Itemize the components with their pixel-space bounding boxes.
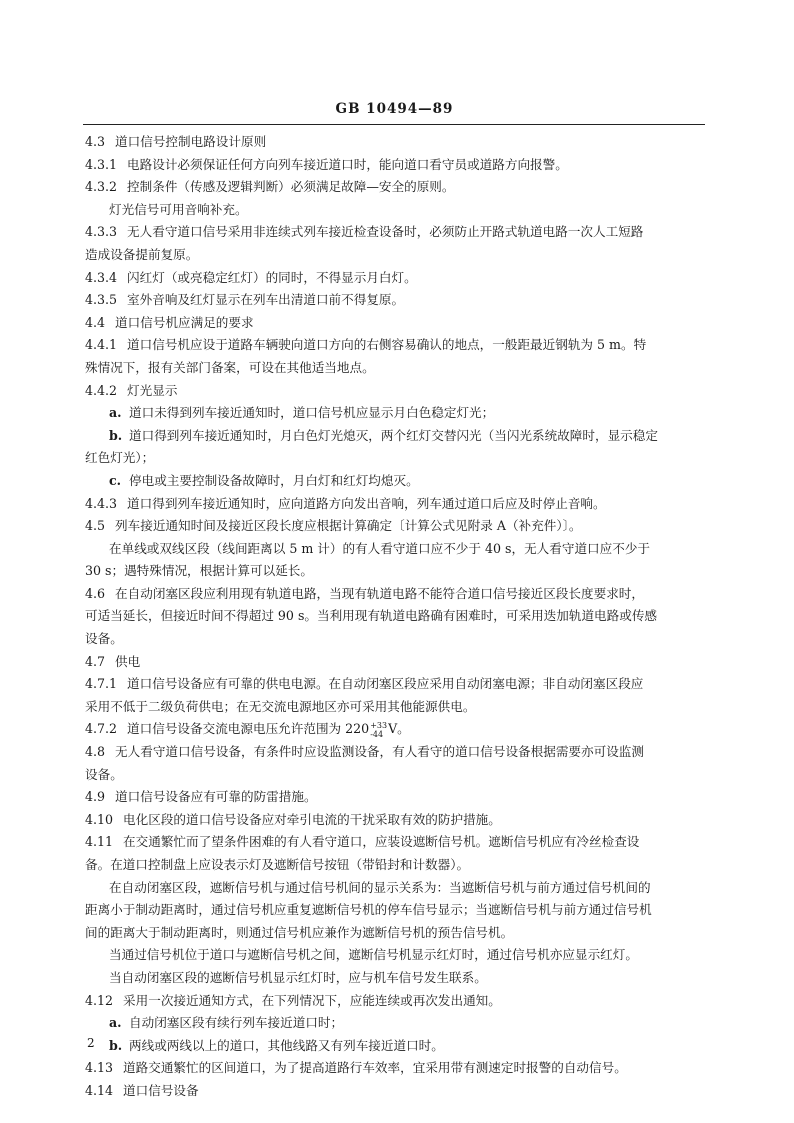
- clause-4-3-5: 4.3.5 室外音响及红灯显示在列车出清道口前不得复原。: [85, 292, 405, 308]
- clause-4-7-2: 4.7.2 道口信号设备交流电源电压允许范围为 220 +33 -44 V。: [85, 720, 410, 739]
- clause-4-7: 4.7 供电: [85, 653, 141, 669]
- clause-4-10: 4.10 电化区段的道口信号设备应对牵引电流的干扰采取有效的防护措施。: [85, 811, 501, 827]
- clause-4-7-1: 4.7.1 道口信号设备应有可靠的供电电源。在自动闭塞区段应采用自动闭塞电源；非自动闭塞区段应: [85, 676, 644, 692]
- list-item-c: c. 停电或主要控制设备故障时，月白灯和红灯均熄灭。: [109, 472, 419, 488]
- paragraph-line: 红色灯光）；: [85, 450, 155, 466]
- list-item-a: a. 道口未得到列车接近通知时，道口信号机应显示月白色稳定灯光；: [109, 405, 495, 421]
- clause-4-3: 4.3 道口信号控制电路设计原则: [85, 134, 267, 149]
- paragraph-line: 采用不低于二级负荷供电；在无交流电源地区亦可采用其他能源供电。: [85, 698, 476, 714]
- clause-4-14: 4.14 道口信号设备: [85, 1082, 199, 1098]
- paragraph-line: 灯光信号可用音响补充。: [109, 201, 248, 217]
- header-rule: [83, 124, 705, 125]
- paragraph-line: 在自动闭塞区段，遮断信号机与通过信号机间的显示关系为：当遮断信号机与前方通过信号机间的: [109, 879, 651, 895]
- clause-4-9: 4.9 道口信号设备应有可靠的防雷措施。: [85, 789, 317, 805]
- clause-4-5: 4.5 列车接近通知时间及接近区段长度应根据计算确定〔计算公式见附录 A（补充件）〕。: [85, 518, 582, 534]
- list-item-b: b. 道口得到列车接近通知时，月白色灯光熄灭，两个红灯交替闪光（当闪光系统故障时，显示稳定: [109, 427, 658, 443]
- clause-4-3-2: 4.3.2 控制条件（传感及逻辑判断）必须满足故障—安全的原则。: [85, 179, 455, 195]
- clause-4-3-1: 4.3.1 电路设计必须保证任何方向列车接近道口时，能向道口看守员或道路方向报警。: [85, 156, 568, 172]
- paragraph-line: 当自动闭塞区段的遮断信号机显示红灯时，应与机车信号发生联系。: [109, 969, 487, 985]
- paragraph-line: 备。在道口控制盘上应设表示灯及遮断信号按钮（带铅封和计数器）。: [85, 857, 470, 872]
- paragraph-line: 可适当延长，但接近时间不得超过 90 s。当利用现有轨道电路确有困难时，可采用迭加轨道电路或传感: [85, 608, 658, 624]
- clause-4-12: 4.12 采用一次接近通知方式，在下列情况下，应能连续或再次发出通知。: [85, 992, 501, 1008]
- paragraph-line: 在单线或双线区段（线间距离以 5 m 计）的有人看守道口应不少于 40 s，无人看守道口应不少于: [109, 540, 651, 556]
- paragraph-line: 造成设备提前复原。: [85, 246, 199, 262]
- voltage-tolerance: +33 -44: [370, 720, 388, 739]
- paragraph-line: 距离小于制动距离时，通过信号机应重复遮断信号机的停车信号显示；当遮断信号机与前方通过信号机: [85, 902, 652, 918]
- paragraph-line: 殊情况下，报有关部门备案，可设在其他适当地点。: [85, 359, 375, 375]
- list-item-b: b. 两线或两线以上的道口，其他线路又有列车接近道口时。: [109, 1037, 444, 1053]
- list-item-a: a. 自动闭塞区段有续行列车接近道口时；: [109, 1015, 344, 1031]
- clause-4-4: 4.4 道口信号机应满足的要求: [85, 314, 254, 330]
- paragraph-line: 设备。: [85, 631, 123, 647]
- clause-4-3-3: 4.3.3 无人看守道口信号采用非连续式列车接近检查设备时，必须防止开路式轨道电路一次人工短路: [85, 224, 644, 240]
- paragraph-line: 间的距离大于制动距离时，则通过信号机应兼作为遮断信号机的预告信号机。: [85, 924, 514, 940]
- paragraph-line: 当通过信号机位于道口与遮断信号机之间，遮断信号机显示红灯时，通过信号机亦应显示红灯。: [109, 947, 638, 963]
- document-body: [85, 131, 707, 1103]
- clause-4-3-4: 4.3.4 闪红灯（或亮稳定红灯）的同时，不得显示月白灯。: [85, 269, 417, 285]
- page-number: 2: [87, 1036, 95, 1050]
- clause-4-6: 4.6 在自动闭塞区段应利用现有轨道电路，当现有轨道电路不能符合道口信号接近区段长度要求时，: [85, 585, 644, 601]
- paragraph-line: 设备。: [85, 766, 123, 782]
- clause-4-4-2: 4.4.2 灯光显示: [85, 382, 178, 398]
- paragraph-line: 30 s；遇特殊情况，根据计算可以延长。: [85, 563, 313, 579]
- clause-4-4-1: 4.4.1 道口信号机应设于道路车辆驶向道口方向的右侧容易确认的地点，一般距最近钢轨为 5 m。特: [85, 337, 647, 353]
- clause-4-4-3: 4.4.3 道口得到列车接近通知时，应向道路方向发出音响，列车通过道口后应及时停止音响。: [85, 495, 606, 511]
- standard-code-header: GB 10494—89: [335, 101, 454, 117]
- clause-4-11: 4.11 在交通繁忙而了望条件困难的有人看守道口，应装设遮断信号机。遮断信号机应有冷丝检查设: [85, 834, 640, 850]
- clause-4-13: 4.13 道路交通繁忙的区间道口，为了提高道路行车效率，宜采用带有测速定时报警的自动信号。: [85, 1060, 627, 1076]
- clause-4-8: 4.8 无人看守道口信号设备，有条件时应设监测设备，有人看守的道口信号设备根据需要亦可设监测: [85, 744, 644, 760]
